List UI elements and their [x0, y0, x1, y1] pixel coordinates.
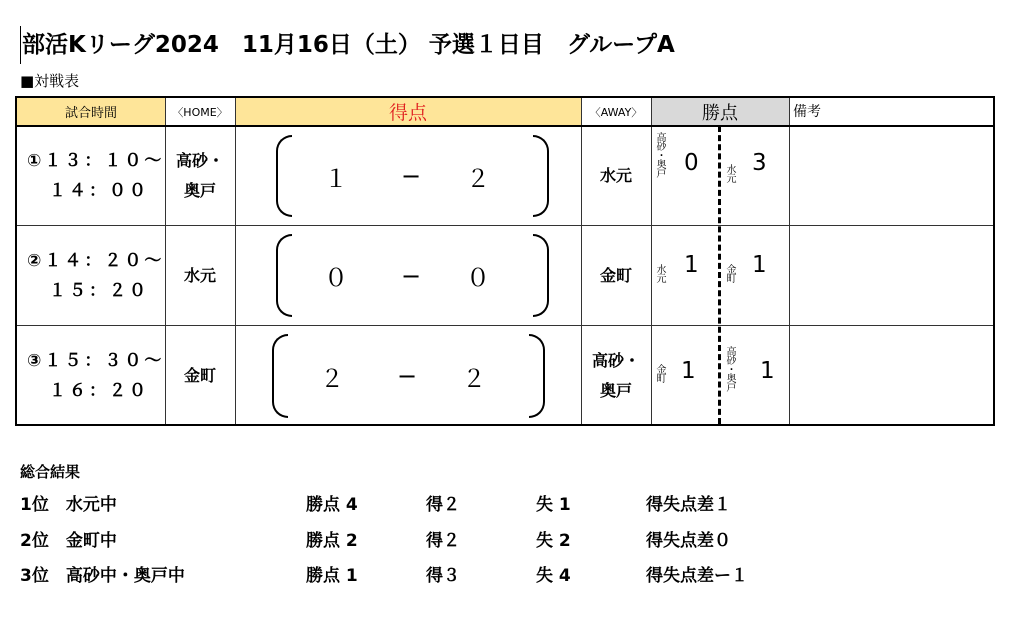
- home-score: １: [324, 164, 348, 193]
- home-score: ０: [324, 264, 348, 292]
- result-goals-for: 得２: [426, 531, 460, 551]
- result-goal-diff: 得失点差ー１: [646, 566, 748, 586]
- score-dash: −: [396, 362, 418, 390]
- points-home-name: 水元: [654, 264, 665, 282]
- right-bracket: [533, 234, 549, 317]
- header-away: 〈AWAY〉: [589, 105, 643, 119]
- header-points: 勝点: [651, 98, 789, 125]
- result-goal-diff: 得失点差１: [646, 495, 731, 515]
- result-rank: 3位 高砂中・奥戸中: [20, 566, 185, 586]
- left-bracket: [276, 135, 292, 217]
- result-goal-diff: 得失点差０: [646, 531, 731, 551]
- result-goals-for: 得３: [426, 566, 460, 586]
- result-rank: 2位 金町中: [20, 531, 117, 551]
- match-time: ②１４：２０〜 １５：２０: [27, 250, 165, 301]
- points-away: 1: [760, 358, 775, 384]
- points-away: 1: [752, 252, 767, 278]
- away-team: 金町: [599, 265, 632, 285]
- result-goals-against: 失 2: [536, 531, 571, 551]
- points-home: 1: [681, 358, 696, 384]
- header-score: 得点: [235, 98, 581, 125]
- score-dash: −: [400, 162, 422, 190]
- points-home-name: 金町: [654, 364, 665, 382]
- results-title: 総合結果: [20, 463, 81, 481]
- score-dash: −: [400, 261, 422, 290]
- score-box: [276, 127, 549, 225]
- result-goals-against: 失 4: [536, 566, 571, 586]
- left-bracket: [272, 334, 288, 418]
- page-title: 部活Kリーグ2024 11月16日（土） 予選１日目 グループA: [20, 26, 675, 64]
- right-bracket: [533, 135, 549, 217]
- result-goals-for: 得２: [426, 495, 460, 515]
- match-table: [15, 96, 995, 426]
- match-time: ①１３：１０〜 １４：００: [27, 151, 165, 201]
- result-rank: 1位 水元中: [20, 495, 117, 515]
- away-score: ０: [466, 264, 490, 292]
- home-score: ２: [320, 364, 344, 393]
- points-away: 3: [752, 150, 767, 176]
- points-away-name: 高砂・奥戸: [724, 346, 735, 391]
- result-goals-against: 失 1: [536, 495, 571, 515]
- right-bracket: [529, 334, 545, 418]
- home-team: 水元: [183, 265, 216, 285]
- away-team: 水元: [599, 166, 632, 185]
- points-home: 1: [684, 252, 699, 278]
- header-home: 〈HOME〉: [172, 105, 228, 119]
- header-notes: 備考: [793, 104, 821, 120]
- points-home-name: 高砂・奥戸: [654, 132, 665, 177]
- away-score: ２: [462, 364, 486, 393]
- match-time: ③１５：３０〜 １６：２０: [27, 351, 165, 401]
- home-team: 高砂・ 奥戸: [175, 151, 224, 200]
- result-points: 勝点 4: [306, 495, 358, 515]
- header-time: 試合時間: [17, 98, 165, 125]
- score-box: [276, 226, 549, 325]
- home-team: 金町: [183, 366, 216, 385]
- section-label: ■対戦表: [20, 72, 80, 90]
- result-points: 勝点 2: [306, 531, 358, 551]
- points-away-name: 金町: [724, 264, 735, 282]
- away-score: ２: [466, 164, 490, 193]
- away-team: 高砂・ 奥戸: [591, 351, 640, 400]
- points-home: 0: [684, 150, 699, 176]
- result-points: 勝点 1: [306, 566, 358, 586]
- score-box: [272, 326, 545, 426]
- points-away-name: 水元: [724, 164, 735, 182]
- left-bracket: [276, 234, 292, 317]
